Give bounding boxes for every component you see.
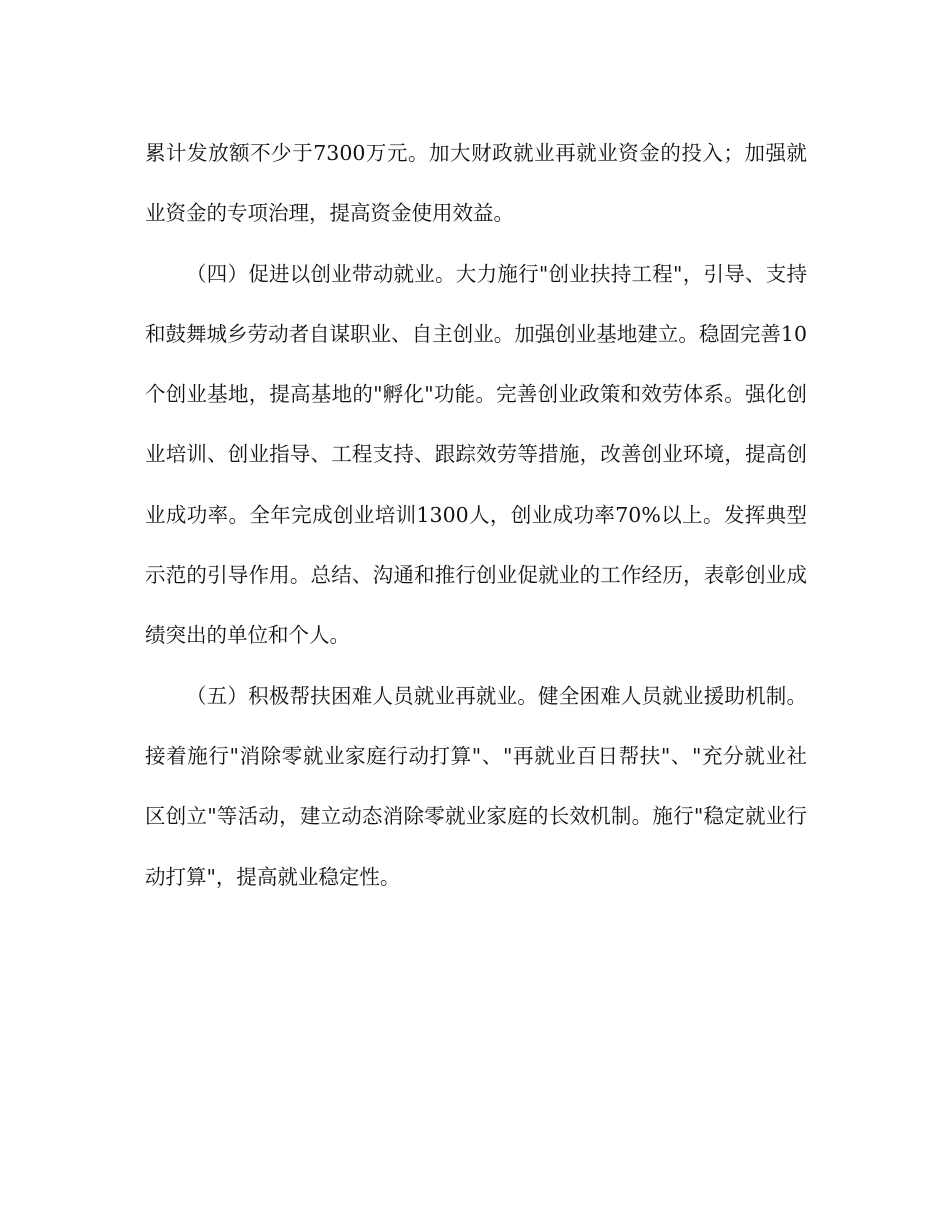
paragraph-entrepreneurship: （四）促进以创业带动就业。大力施行"创业扶持工程"，引导、支持和鼓舞城乡劳动者自谋职业、自主创业。加强创业基地建立。稳固完善10个创业基地，提高基地的"孵化"功能。完善创业政策和效劳体系。强化创业培训、创业指导、工程支持、跟踪效劳等措施，改善创业环境，提高创业成功率。全年完成创业培训1300人，创业成功率70%以上。发挥典型示范的引导作用。总结、沟通和推行创业促就业的工作经历，表彰创业成绩突出的单位和个人。: [145, 261, 807, 648]
paragraph-funding-continued: 累计发放额不少于7300万元。加大财政就业再就业资金的投入；加强就业资金的专项治理，提高资金使用效益。: [145, 141, 807, 226]
document-body: [145, 123, 807, 907]
paragraph-employment-assistance: （五）积极帮扶困难人员就业再就业。健全困难人员就业援助机制。接着施行"消除零就业家庭行动打算"、"再就业百日帮扶"、"充分就业社区创立"等活动，建立动态消除零就业家庭的长效机制。施行"稳定就业行动打算"，提高就业稳定性。: [145, 683, 807, 889]
